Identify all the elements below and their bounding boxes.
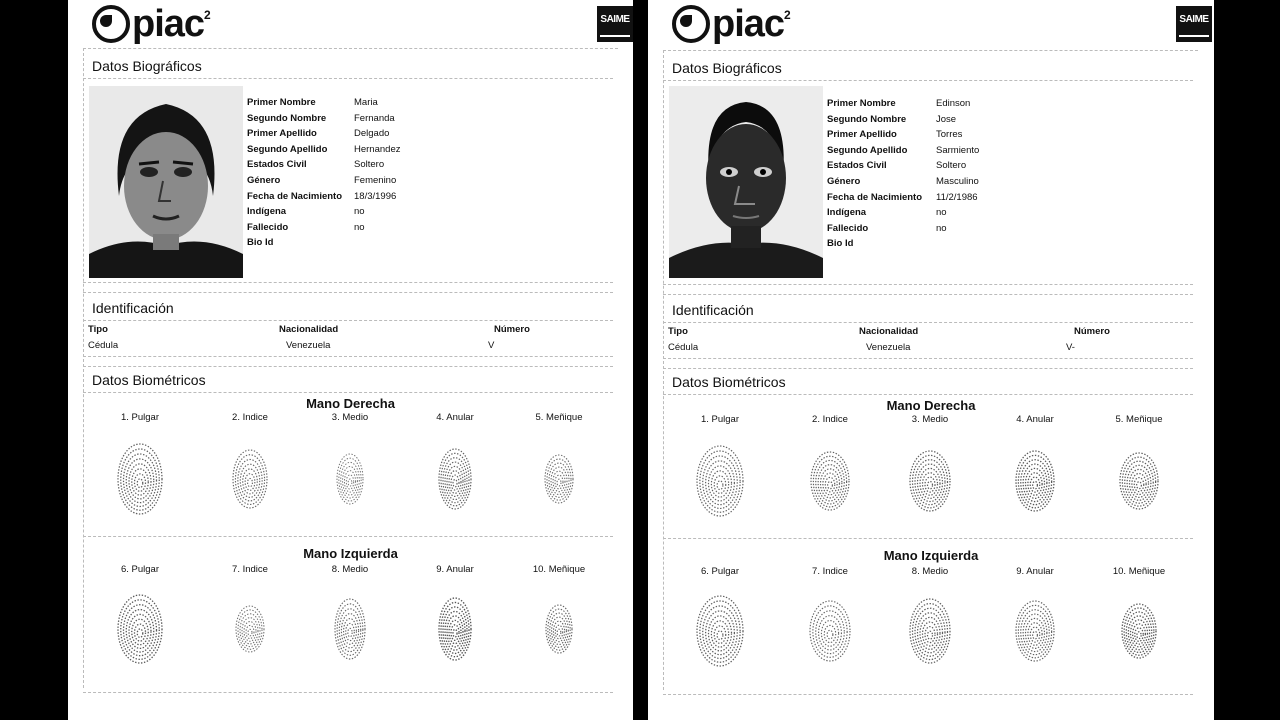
- id-header-tipo: Tipo: [88, 324, 108, 335]
- bio-section-title: Datos Biográficos: [92, 58, 202, 74]
- bio-values: [354, 95, 400, 251]
- finger-label-9-anular: 9. Anular: [436, 564, 474, 575]
- piac-logo-icon: [672, 5, 710, 43]
- value-primer-nombre: Maria: [354, 97, 378, 108]
- value-genero: Masculino: [936, 175, 979, 187]
- label-segundo-apellido: Segundo Apellido: [247, 143, 328, 155]
- left-hand-title: Mano Izquierda: [303, 546, 398, 561]
- piac-logo: piac 2: [92, 2, 211, 46]
- label-segundo-nombre: Segundo Nombre: [827, 113, 907, 125]
- fingerprint-2-indice: [810, 451, 850, 511]
- finger-label-7-indice: 7. Indice: [232, 564, 268, 575]
- fingerprint-7-indice: [809, 600, 851, 662]
- fingerprint-1-pulgar: [696, 445, 744, 517]
- label-indigena: Indígena: [827, 207, 867, 219]
- id-header-numero: Número: [494, 324, 530, 335]
- value-bio-id: [936, 236, 979, 252]
- label-genero: Género: [827, 175, 861, 187]
- fingerprint-9-anular: [1015, 600, 1055, 662]
- label-bio-id: Bio Id: [247, 237, 274, 249]
- finger-label-2-indice: 2. Indice: [812, 414, 848, 425]
- fingerprint-5-menique: [1119, 452, 1159, 510]
- label-fecha-nacimiento: Fecha de Nacimiento: [827, 191, 923, 203]
- fingerprint-2-indice: [232, 449, 268, 509]
- label-fecha-nacimiento: Fecha de Nacimiento: [247, 190, 343, 202]
- id-section-title: Identificación: [672, 302, 754, 318]
- value-primer-apellido: Delgado: [354, 128, 390, 140]
- label-primer-nombre: Primer Nombre: [247, 97, 316, 108]
- saime-stamp: SAIME: [1176, 6, 1212, 42]
- fingerprint-8-medio: [909, 598, 951, 664]
- id-section-title: Identificación: [92, 300, 174, 316]
- fingerprint-5-menique: [544, 454, 574, 504]
- fingerprint-4-anular: [438, 448, 472, 510]
- bio-labels: [827, 96, 922, 252]
- right-hand-title: Mano Derecha: [306, 396, 395, 411]
- fingerprint-6-pulgar: [117, 594, 163, 664]
- label-fallecido: Fallecido: [827, 222, 869, 234]
- fingerprint-4-anular: [1015, 450, 1055, 512]
- value-segundo-nombre: Fernanda: [354, 112, 395, 124]
- label-primer-apellido: Primer Apellido: [827, 129, 897, 141]
- record-page-right: [648, 0, 1214, 720]
- id-header-nacionalidad: Nacionalidad: [279, 324, 339, 335]
- label-estado-civil: Estados Civil: [247, 159, 307, 171]
- value-indigena: no: [354, 206, 365, 218]
- piac-logo-icon: [92, 5, 130, 43]
- fingerprint-1-pulgar: [117, 443, 163, 515]
- label-fallecido: Fallecido: [247, 221, 289, 233]
- label-primer-apellido: Primer Apellido: [247, 128, 317, 140]
- id-value-tipo: Cédula: [668, 342, 699, 353]
- saime-stamp: SAIME: [597, 6, 633, 42]
- finger-label-8-medio: 8. Medio: [911, 566, 949, 577]
- record-page-left: [68, 0, 633, 720]
- fingerprint-3-medio: [909, 450, 951, 512]
- person-photo: [89, 86, 243, 278]
- value-segundo-apellido: Sarmiento: [936, 144, 980, 156]
- value-indigena: no: [936, 207, 947, 219]
- finger-label-3-medio: 3. Medio: [331, 412, 369, 423]
- value-fallecido: no: [936, 222, 947, 234]
- finger-label-2-indice: 2. Indice: [232, 412, 268, 423]
- label-segundo-apellido: Segundo Apellido: [827, 144, 908, 156]
- value-segundo-apellido: Hernandez: [354, 143, 401, 155]
- biometric-section-title: Datos Biométricos: [92, 372, 206, 388]
- id-value-numero: V: [488, 340, 495, 351]
- biometric-section-title: Datos Biométricos: [672, 374, 786, 390]
- bio-labels: [247, 95, 342, 251]
- finger-label-1-pulgar: 1. Pulgar: [120, 412, 160, 423]
- finger-label-4-anular: 4. Anular: [1016, 414, 1054, 425]
- id-header-nacionalidad: Nacionalidad: [859, 326, 919, 337]
- person-photo: [669, 86, 823, 278]
- fingerprint-10-menique: [545, 604, 573, 654]
- bio-section-title: Datos Biográficos: [672, 60, 782, 76]
- piac-logo: piac 2: [672, 2, 791, 46]
- value-bio-id: [354, 235, 400, 251]
- fingerprint-6-pulgar: [696, 595, 744, 667]
- finger-label-5-menique: 5. Meñique: [1115, 414, 1163, 425]
- finger-label-4-anular: 4. Anular: [436, 412, 474, 423]
- finger-label-3-medio: 3. Medio: [911, 414, 949, 425]
- id-header-tipo: Tipo: [668, 326, 688, 337]
- label-indigena: Indígena: [247, 206, 287, 218]
- finger-label-1-pulgar: 1. Pulgar: [700, 414, 740, 425]
- finger-label-6-pulgar: 6. Pulgar: [700, 566, 740, 577]
- finger-label-8-medio: 8. Medio: [331, 564, 369, 575]
- label-estado-civil: Estados Civil: [827, 160, 887, 172]
- id-value-numero: V-: [1066, 342, 1075, 353]
- fingerprint-10-menique: [1121, 603, 1157, 659]
- value-estado-civil: Soltero: [936, 160, 967, 172]
- value-fallecido: no: [354, 221, 365, 233]
- value-primer-nombre: Edinson: [936, 98, 971, 109]
- id-value-nacionalidad: Venezuela: [286, 340, 331, 351]
- fingerprint-7-indice: [235, 605, 265, 653]
- value-genero: Femenino: [354, 174, 397, 186]
- label-primer-nombre: Primer Nombre: [827, 98, 896, 109]
- finger-label-10-menique: 10. Meñique: [1112, 566, 1166, 577]
- value-fecha-nacimiento: 18/3/1996: [354, 190, 397, 202]
- left-hand-title: Mano Izquierda: [883, 548, 979, 563]
- id-value-tipo: Cédula: [88, 340, 119, 351]
- value-primer-apellido: Torres: [936, 129, 963, 141]
- id-value-nacionalidad: Venezuela: [866, 342, 911, 353]
- label-bio-id: Bio Id: [827, 238, 854, 250]
- value-segundo-nombre: Jose: [936, 113, 957, 125]
- bio-values: [936, 96, 979, 252]
- label-segundo-nombre: Segundo Nombre: [247, 112, 327, 124]
- fingerprint-3-medio: [336, 453, 364, 505]
- id-header-numero: Número: [1074, 326, 1110, 337]
- value-estado-civil: Soltero: [354, 159, 385, 171]
- fingerprint-9-anular: [438, 597, 472, 661]
- finger-label-10-menique: 10. Meñique: [532, 564, 586, 575]
- finger-label-9-anular: 9. Anular: [1016, 566, 1054, 577]
- finger-label-6-pulgar: 6. Pulgar: [120, 564, 160, 575]
- fingerprint-8-medio: [334, 598, 366, 660]
- right-hand-title: Mano Derecha: [886, 398, 976, 413]
- label-genero: Género: [247, 174, 281, 186]
- value-fecha-nacimiento: 11/2/1986: [936, 191, 978, 203]
- finger-label-7-indice: 7. Indice: [812, 566, 848, 577]
- finger-label-5-menique: 5. Meñique: [535, 412, 583, 423]
